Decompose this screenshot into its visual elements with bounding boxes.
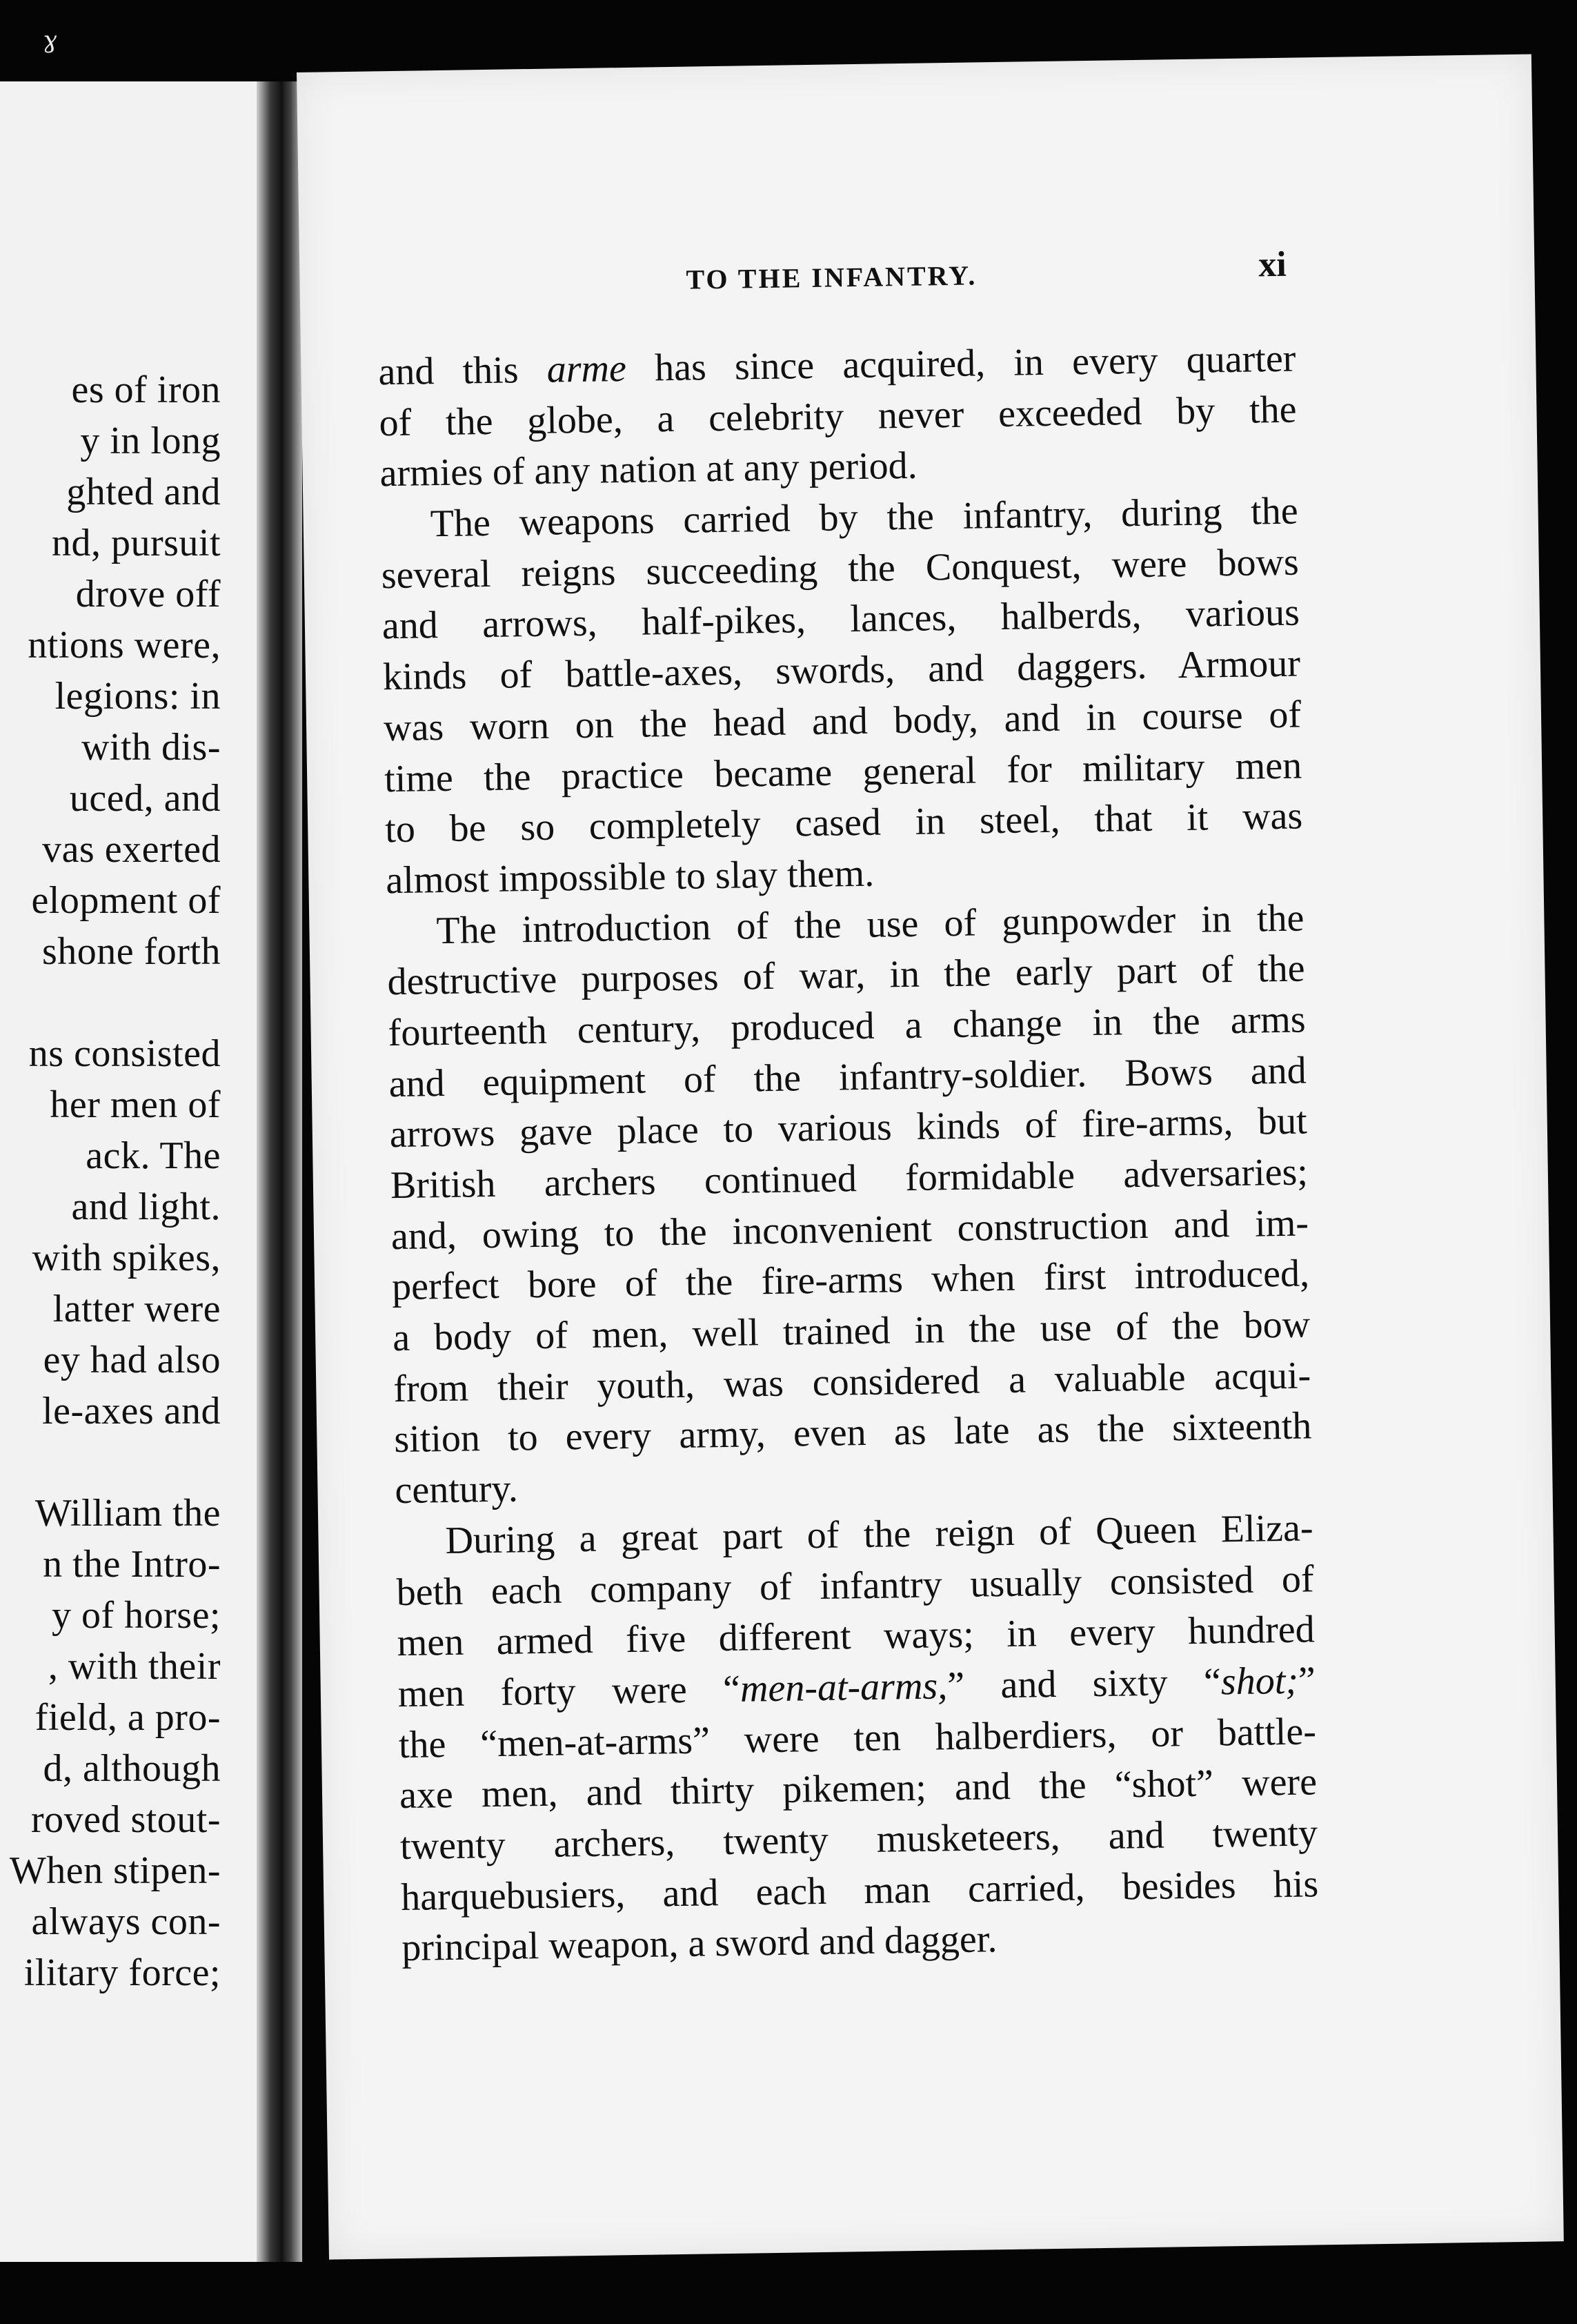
- left-page-line: y in long: [80, 420, 221, 462]
- left-page-line: y of horse;: [51, 1594, 221, 1637]
- text-run: the “men-at-arms” were ten halberdiers, or battle-: [398, 1709, 1317, 1766]
- text-run: a body of men, well trained in the use of the bow: [392, 1303, 1311, 1360]
- left-page-line: uced, and: [69, 777, 221, 820]
- text-run: During a great part of the reign of Queen Eliza-: [445, 1506, 1313, 1562]
- left-page-line: ns consisted: [28, 1032, 221, 1075]
- text-run: and equipment of the infantry-soldier. Bows and: [388, 1049, 1307, 1105]
- text-run: arrows gave place to various kinds of fire-arms, but: [389, 1099, 1308, 1156]
- left-page-line: ey had also: [43, 1339, 221, 1381]
- text-run: to be so completely cased in steel, that it was: [384, 794, 1303, 851]
- left-page-line: [0, 1437, 221, 1488]
- text-run: The weapons carried by the infantry, during the: [430, 489, 1299, 546]
- left-page-line: , with their: [48, 1645, 221, 1688]
- left-page-line: nd, pursuit: [51, 522, 221, 564]
- text-run: and this: [377, 348, 548, 394]
- text-run: and, owing to the inconvenient construction and im-: [390, 1201, 1309, 1258]
- text-run: destructive purposes of war, in the early part of the: [387, 947, 1305, 1004]
- text-run: was worn on the head and body, and in course of: [383, 693, 1302, 750]
- text-run: kinds of battle-axes, swords, and daggers. Armour: [382, 642, 1301, 699]
- text-run: armies of any nation at any period.: [379, 444, 918, 495]
- left-page-line: shone forth: [41, 930, 221, 973]
- page-number: xi: [1258, 244, 1287, 285]
- paragraph: [378, 334, 1298, 500]
- text-run: perfect bore of the fire-arms when first introduced,: [391, 1252, 1310, 1309]
- left-page-line: When stipen-: [9, 1849, 221, 1892]
- left-page-line: and light.: [71, 1185, 221, 1228]
- left-page-line: her men of: [50, 1083, 221, 1126]
- left-page-line: n the Intro-: [43, 1543, 221, 1586]
- text-run: principal weapon, a sword and dagger.: [401, 1918, 998, 1970]
- running-head: TO THE INFANTRY.: [686, 259, 978, 295]
- left-page-line: always con-: [31, 1900, 221, 1943]
- italic-text: shot;: [1220, 1659, 1299, 1704]
- left-page-line: William the: [34, 1492, 221, 1535]
- text-run: time the practice became general for military men: [384, 743, 1302, 800]
- left-page-line: d, although: [43, 1747, 221, 1790]
- paragraph: [386, 893, 1313, 1517]
- paragraph: [380, 486, 1304, 907]
- text-run: of the globe, a celebrity never exceeded by the: [379, 388, 1297, 444]
- left-page-line: le-axes and: [42, 1390, 221, 1432]
- right-page: [297, 54, 1564, 2259]
- left-page-line: with dis-: [81, 726, 221, 769]
- text-run: has since acquired, in every quarter: [626, 337, 1296, 390]
- left-page: [0, 81, 286, 2262]
- text-run: beth each company of infantry usually consisted of: [396, 1557, 1315, 1614]
- left-page-line: ack. The: [86, 1134, 221, 1177]
- left-page-line: vas exerted: [42, 828, 221, 871]
- left-page-line: latter were: [52, 1288, 221, 1330]
- book-gutter: [257, 81, 302, 2262]
- left-page-line: ntions were,: [28, 624, 221, 667]
- text-run: twenty archers, twenty musketeers, and twenty: [399, 1811, 1318, 1868]
- text-run: ”: [1298, 1659, 1316, 1702]
- left-page-line: es of iron: [71, 368, 221, 411]
- left-page-text: [0, 364, 221, 1998]
- left-page-line: drove off: [75, 573, 221, 616]
- left-page-line: ilitary force;: [23, 1951, 221, 1994]
- text-run: sition to every army, even as late as the sixteenth: [393, 1404, 1312, 1461]
- body-text: [378, 334, 1320, 1974]
- left-page-line: ghted and: [66, 471, 221, 513]
- italic-text: men-at-arms,: [740, 1664, 948, 1711]
- text-run: The introduction of the use of gunpowder in the: [436, 896, 1305, 952]
- paragraph: [395, 1503, 1320, 1974]
- left-page-line: with spikes,: [32, 1237, 221, 1279]
- text-run: axe men, and thirty pikemen; and the “shot” were: [399, 1760, 1318, 1818]
- left-page-line: field, a pro-: [34, 1696, 221, 1739]
- text-run: fourteenth century, produced a change in the arms: [388, 998, 1306, 1055]
- left-page-line: elopment of: [31, 879, 221, 922]
- text-run: harquebusiers, and each man carried, besides his: [400, 1862, 1319, 1919]
- text-run: men armed five different ways; in every hundred: [397, 1608, 1316, 1665]
- text-run: men forty were “: [397, 1667, 741, 1715]
- text-run: ” and sixty “: [946, 1660, 1222, 1708]
- text-run: and arrows, half-pikes, lances, halberds, various: [381, 591, 1300, 648]
- left-page-line: legions: in: [54, 675, 221, 718]
- text-run: several reigns succeeding the Conquest, were bows: [381, 540, 1300, 598]
- italic-text: arme: [546, 346, 627, 391]
- left-page-line: roved stout-: [30, 1798, 221, 1841]
- text-run: British archers continued formidable adversaries;: [390, 1150, 1309, 1208]
- left-page-line: [0, 977, 221, 1028]
- text-run: century.: [395, 1467, 519, 1513]
- text-run: almost impossible to slay them.: [385, 851, 875, 903]
- corner-mark: ɣ: [43, 26, 57, 54]
- text-run: from their youth, was considered a valuable acqui-: [393, 1354, 1311, 1410]
